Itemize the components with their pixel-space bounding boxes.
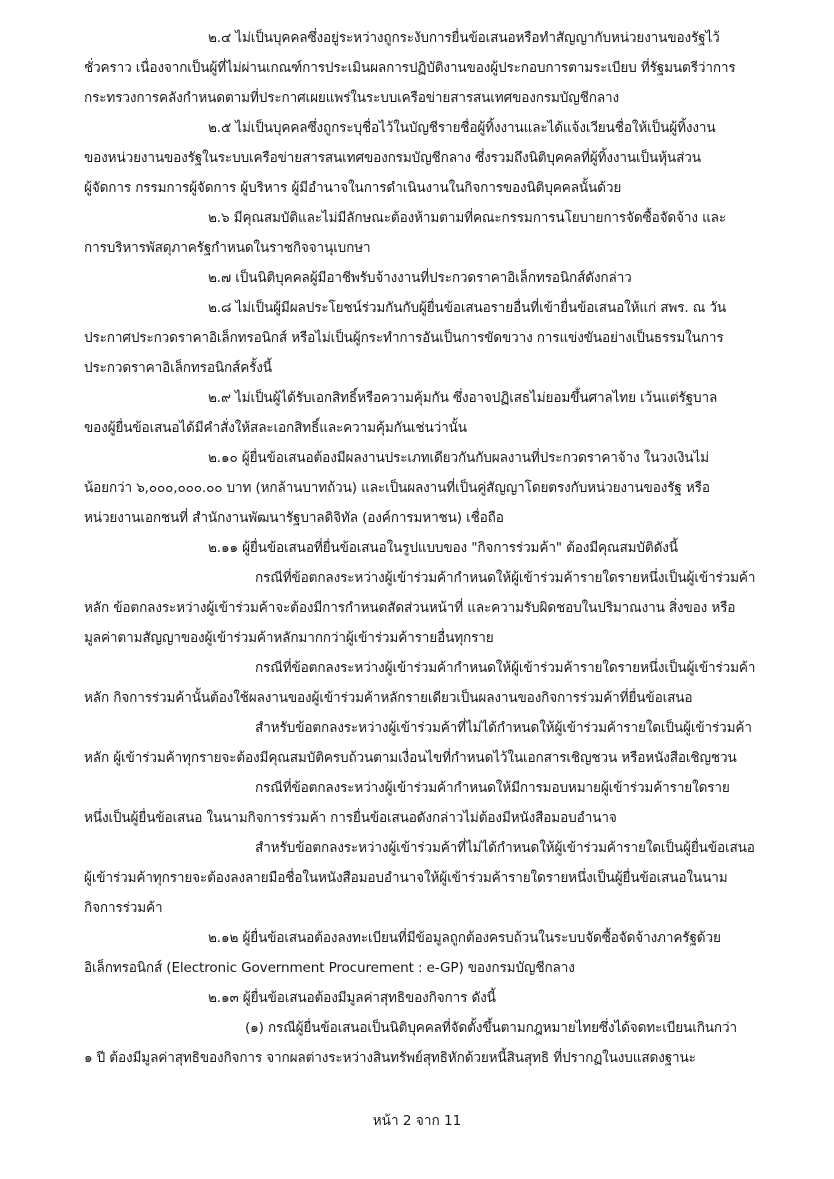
text-line: ๒.๘ ไม่เป็นผู้มีผลประโยชน์ร่วมกันกับผู้ยื่นข้อเสนอรายอื่นที่เข้ายื่นข้อเสนอให้แก่ สพร. ณ วัน — [208, 300, 726, 316]
text-line: กรณีที่ข้อตกลงระหว่างผู้เข้าร่วมค้ากำหนดให้ผู้เข้าร่วมค้ารายใดรายหนึ่งเป็นผู้เข้าร่วมค้า — [255, 660, 756, 676]
text-line: กรณีที่ข้อตกลงระหว่างผู้เข้าร่วมค้ากำหนดให้ผู้เข้าร่วมค้ารายใดรายหนึ่งเป็นผู้เข้าร่วมค้า — [255, 570, 756, 586]
text-line: ของผู้ยื่นข้อเสนอได้มีคำสั่งให้สละเอกสิทธิ์และความคุ้มกันเช่นว่านั้น — [84, 420, 467, 436]
text-line: ผู้จัดการ กรรมการผู้จัดการ ผู้บริหาร ผู้มีอำนาจในการดำเนินงานในกิจการของนิติบุคคลนั้นด้วย — [84, 180, 622, 196]
text-line: ประกาศประกวดราคาอิเล็กทรอนิกส์ หรือไม่เป็นผู้กระทำการอันเป็นการขัดขวาง การแข่งขันอย่างเป็นธรรมในการ — [84, 330, 724, 346]
text-line: ของหน่วยงานของรัฐในระบบเครือข่ายสารสนเทศของกรมบัญชีกลาง ซึ่งรวมถึงนิติบุคคลที่ผู้ทิ้งงานเป็นหุ้นส่วน — [84, 150, 701, 166]
text-line: ๒.๑๓ ผู้ยื่นข้อเสนอต้องมีมูลค่าสุทธิของกิจการ ดังนี้ — [208, 990, 496, 1006]
text-line: สำหรับข้อตกลงระหว่างผู้เข้าร่วมค้าที่ไม่ได้กำหนดให้ผู้เข้าร่วมค้ารายใดเป็นผู้ยื่นข้อเสนอ — [255, 840, 755, 856]
text-line: ๑ ปี ต้องมีมูลค่าสุทธิของกิจการ จากผลต่างระหว่างสินทรัพย์สุทธิหักด้วยหนี้สินสุทธิ ที่ปรากฏในงบแสดงฐานะ — [84, 1050, 696, 1066]
text-line: ๒.๑๒ ผู้ยื่นข้อเสนอต้องลงทะเบียนที่มีข้อมูลถูกต้องครบถ้วนในระบบจัดซื้อจัดจ้างภาครัฐด้วย — [208, 930, 721, 946]
text-line: อิเล็กทรอนิกส์ (Electronic Government Procurement : e-GP) ของกรมบัญชีกลาง — [84, 960, 575, 976]
text-line: หลัก ข้อตกลงระหว่างผู้เข้าร่วมค้าจะต้องมีการกำหนดสัดส่วนหน้าที่ และความรับผิดชอบในปริมาณงาน สิ่งของ หรือ — [84, 600, 736, 616]
text-line: หนึ่งเป็นผู้ยื่นข้อเสนอ ในนามกิจการร่วมค้า การยื่นข้อเสนอดังกล่าวไม่ต้องมีหนังสือมอบอำนาจ — [84, 810, 617, 826]
text-line: ๒.๗ เป็นนิติบุคคลผู้มีอาชีพรับจ้างงานที่ประกวดราคาอิเล็กทรอนิกส์ดังกล่าว — [208, 270, 632, 286]
text-line: การบริหารพัสดุภาครัฐกำหนดในราชกิจจานุเบกษา — [84, 240, 371, 256]
text-line: สำหรับข้อตกลงระหว่างผู้เข้าร่วมค้าที่ไม่ได้กำหนดให้ผู้เข้าร่วมค้ารายใดเป็นผู้เข้าร่วมค้า — [255, 720, 752, 736]
text-line: มูลค่าตามสัญญาของผู้เข้าร่วมค้าหลักมากกว่าผู้เข้าร่วมค้ารายอื่นทุกราย — [84, 630, 494, 646]
text-line: ๒.๔ ไม่เป็นบุคคลซึ่งอยู่ระหว่างถูกระงับการยื่นข้อเสนอหรือทำสัญญากับหน่วยงานของรัฐไว้ — [208, 30, 720, 46]
text-line: ๒.๑๐ ผู้ยื่นข้อเสนอต้องมีผลงานประเภทเดียวกันกับผลงานที่ประกวดราคาจ้าง ในวงเงินไม่ — [208, 450, 709, 466]
text-line: ๒.๑๑ ผู้ยื่นข้อเสนอที่ยื่นข้อเสนอในรูปแบบของ "กิจการร่วมค้า" ต้องมีคุณสมบัติดังนี้ — [208, 540, 678, 556]
text-line: หน่วยงานเอกชนที่ สำนักงานพัฒนารัฐบาลดิจิทัล (องค์การมหาชน) เชื่อถือ — [84, 510, 504, 526]
text-line: กระทรวงการคลังกำหนดตามที่ประกาศเผยแพร่ในระบบเครือข่ายสารสนเทศของกรมบัญชีกลาง — [84, 90, 619, 106]
text-line: กิจการร่วมค้า — [84, 900, 163, 916]
text-line: หลัก กิจการร่วมค้านั้นต้องใช้ผลงานของผู้เข้าร่วมค้าหลักรายเดียวเป็นผลงานของกิจการร่วมค้าที่ยื่นข้อเสนอ — [84, 690, 693, 706]
text-line: ๒.๖ มีคุณสมบัติและไม่มีลักษณะต้องห้ามตามที่คณะกรรมการนโยบายการจัดซื้อจัดจ้าง และ — [208, 210, 727, 226]
text-line: ชั่วคราว เนื่องจากเป็นผู้ที่ไม่ผ่านเกณฑ์การประเมินผลการปฏิบัติงานของผู้ประกอบการตามระเบียบ ที่รัฐมนตรีว่าการ — [84, 60, 736, 76]
text-line: น้อยกว่า ๖,๐๐๐,๐๐๐.๐๐ บาท (หกล้านบาทถ้วน) และเป็นผลงานที่เป็นคู่สัญญาโดยตรงกับหน่วยงานของรัฐ หรือ — [84, 480, 710, 496]
text-line: กรณีที่ข้อตกลงระหว่างผู้เข้าร่วมค้ากำหนดให้มีการมอบหมายผู้เข้าร่วมค้ารายใดราย — [255, 780, 730, 796]
text-line: ๒.๕ ไม่เป็นบุคคลซึ่งถูกระบุชื่อไว้ในบัญชีรายชื่อผู้ทิ้งงานและได้แจ้งเวียนชื่อให้เป็นผู้ทิ้งงาน — [208, 120, 716, 136]
text-line: (๑) กรณีผู้ยื่นข้อเสนอเป็นนิติบุคคลที่จัดตั้งขึ้นตามกฎหมายไทยซึ่งได้จดทะเบียนเกินกว่า — [245, 1020, 737, 1036]
text-line: ๒.๙ ไม่เป็นผู้ได้รับเอกสิทธิ์หรือความคุ้มกัน ซึ่งอาจปฏิเสธไม่ยอมขึ้นศาลไทย เว้นแต่รัฐบาล — [208, 390, 718, 406]
text-line: หลัก ผู้เข้าร่วมค้าทุกรายจะต้องมีคุณสมบัติครบถ้วนตามเงื่อนไขที่กำหนดไว้ในเอกสารเชิญชวน หรือหนังสือเชิญชวน — [84, 750, 737, 766]
page-number-footer: หน้า 2 จาก 11 — [372, 1113, 462, 1129]
text-line: ประกวดราคาอิเล็กทรอนิกส์ครั้งนี้ — [84, 360, 272, 376]
text-line: ผู้เข้าร่วมค้าทุกรายจะต้องลงลายมือชื่อในหนังสือมอบอำนาจให้ผู้เข้าร่วมค้ารายใดรายหนึ่งเป็นผู้ยื่นข้อเสนอในนาม — [84, 870, 728, 886]
